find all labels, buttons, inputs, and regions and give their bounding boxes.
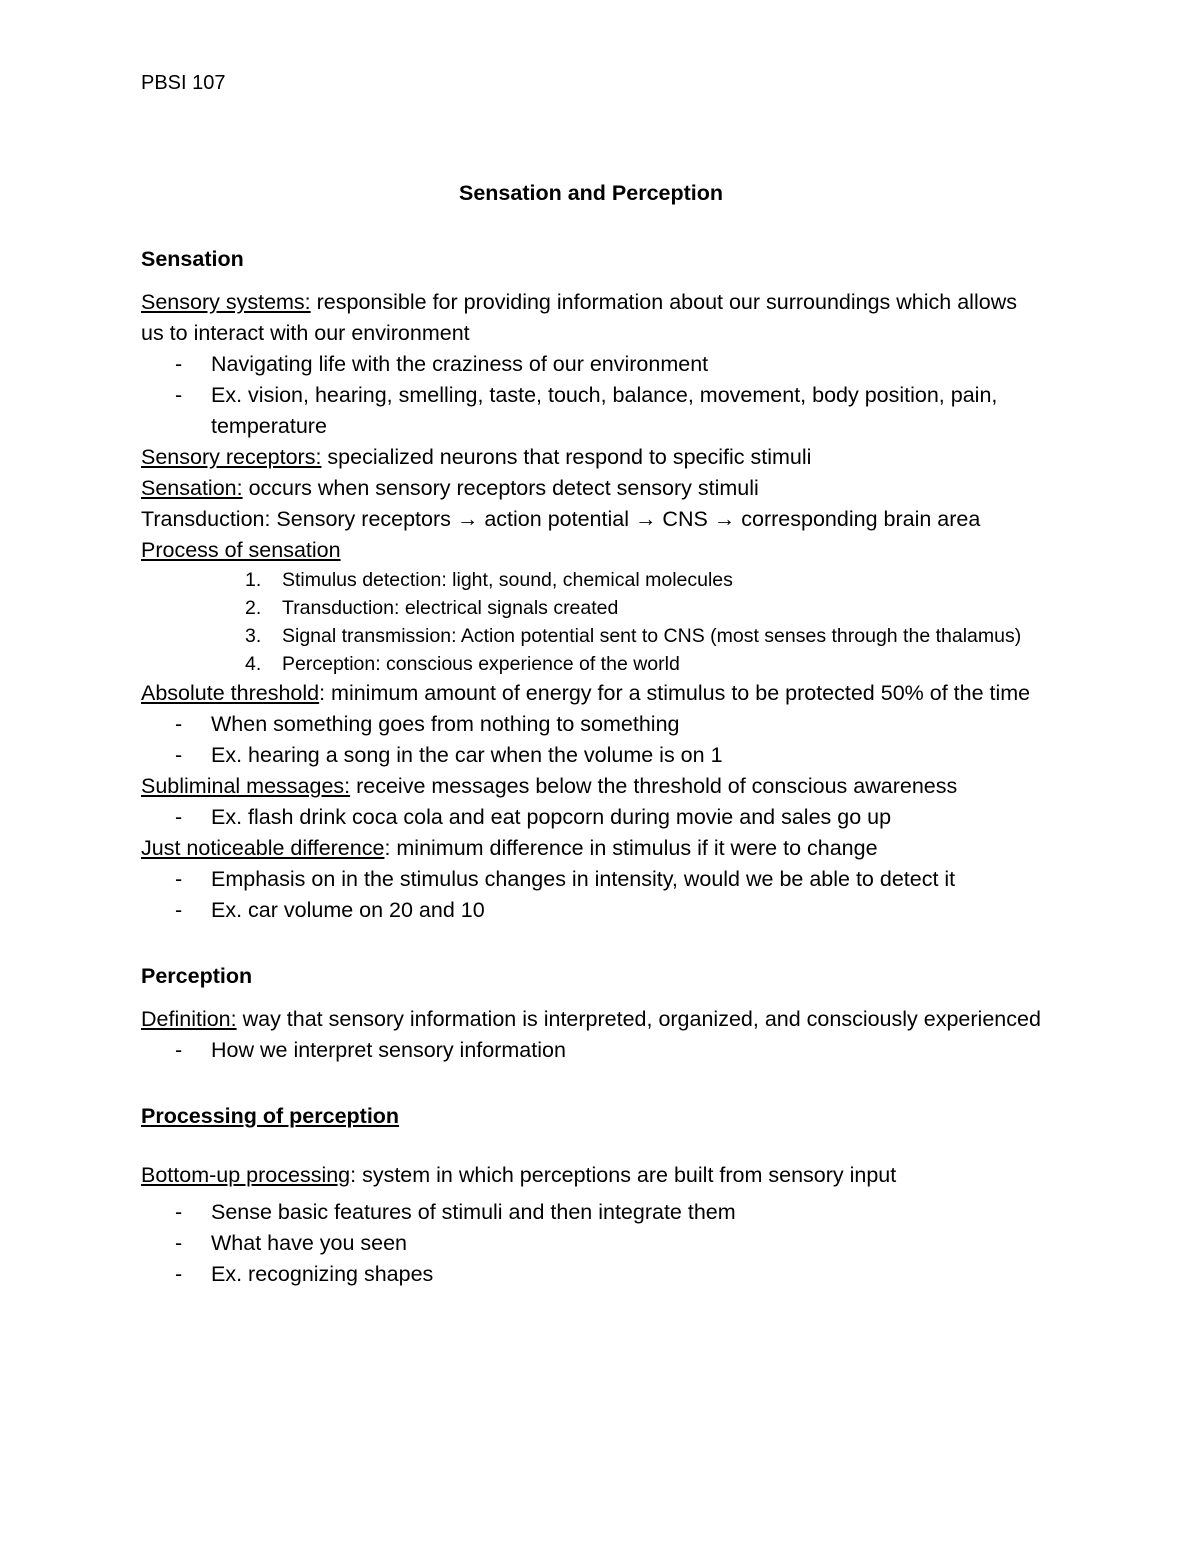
bullet-text: Ex. recognizing shapes	[211, 1262, 434, 1286]
bullet-text: Ex. car volume on 20 and 10	[211, 898, 485, 922]
document-title: Sensation and Perception	[458, 181, 724, 205]
definition-text: receive messages below the threshold of conscious awareness	[350, 774, 958, 798]
bullet-text: Ex. flash drink coca cola and eat popcorn during movie and sales go up	[211, 805, 892, 829]
bullet-item	[141, 740, 1041, 771]
bullet-text: Navigating life with the craziness of our environment	[211, 352, 709, 376]
bullet-list	[141, 709, 1041, 771]
item-text: Perception: conscious experience of the world	[282, 653, 680, 675]
definition-text: : system in which perceptions are built from sensory input	[350, 1163, 897, 1187]
bullet-dash: -	[175, 1038, 183, 1062]
item-number: 3.	[245, 625, 262, 647]
paragraph-absolute-threshold	[141, 678, 1041, 709]
section-heading-perception: Perception	[141, 964, 253, 988]
bullet-dash: -	[175, 805, 183, 829]
numbered-item	[141, 566, 1041, 594]
term-definition: Definition:	[141, 1007, 237, 1031]
course-header: PBSI 107	[141, 72, 226, 94]
paragraph-sensory-receptors	[141, 442, 1041, 473]
bullet-item	[141, 1197, 1041, 1228]
bullet-dash: -	[175, 867, 183, 891]
term-sensory-systems: Sensory systems:	[141, 290, 311, 314]
paragraph-subliminal-messages	[141, 771, 1041, 802]
item-text: Stimulus detection: light, sound, chemical molecules	[282, 569, 733, 591]
document-body	[141, 178, 1041, 1290]
bullet-text: Ex. vision, hearing, smelling, taste, touch, balance, movement, body position, pain, temperature	[211, 383, 998, 438]
bullet-item	[141, 349, 1041, 380]
term-bottom-up-processing: Bottom-up processing	[141, 1163, 351, 1187]
definition-text: : minimum difference in stimulus if it were to change	[384, 836, 878, 860]
bullet-dash: -	[175, 1262, 183, 1286]
paragraph-perception-definition	[141, 1004, 1041, 1035]
numbered-item	[141, 622, 1041, 650]
definition-text: responsible for providing information about our surroundings which allows us to interact with our environment	[141, 290, 1017, 345]
paragraph-transduction: Transduction: Sensory receptors → action potential → CNS → corresponding brain area	[141, 507, 981, 531]
bullet-item	[141, 380, 1041, 442]
bullet-dash: -	[175, 352, 183, 376]
bullet-text: What have you seen	[211, 1231, 408, 1255]
term-absolute-threshold: Absolute threshold	[141, 681, 320, 705]
spacer	[141, 926, 1041, 961]
bullet-list	[141, 802, 1041, 833]
bullet-dash: -	[175, 1200, 183, 1224]
bullet-list	[141, 1035, 1041, 1066]
bullet-dash: -	[175, 898, 183, 922]
bullet-item	[141, 895, 1041, 926]
bullet-item	[141, 1035, 1041, 1066]
bullet-item	[141, 709, 1041, 740]
definition-text: : minimum amount of energy for a stimulus to be protected 50% of the time	[319, 681, 1031, 705]
item-number: 4.	[245, 653, 262, 675]
bullet-text: Sense basic features of stimuli and then integrate them	[211, 1200, 736, 1224]
item-text: Signal transmission: Action potential sent to CNS (most senses through the thalamus)	[282, 625, 1022, 647]
bullet-text: How we interpret sensory information	[211, 1038, 566, 1062]
bullet-list	[141, 864, 1041, 926]
paragraph-just-noticeable-difference	[141, 833, 1041, 864]
numbered-item	[141, 650, 1041, 678]
section-heading-sensation: Sensation	[141, 247, 244, 271]
bullet-text: Emphasis on in the stimulus changes in intensity, would we be able to detect it	[211, 867, 956, 891]
term-just-noticeable-difference: Just noticeable difference	[141, 836, 385, 860]
paragraph-bottom-up-processing	[141, 1160, 1041, 1191]
bullet-text: Ex. hearing a song in the car when the volume is on 1	[211, 743, 723, 767]
numbered-item	[141, 594, 1041, 622]
bullet-item	[141, 1259, 1041, 1290]
bullet-list	[141, 349, 1041, 442]
bullet-dash: -	[175, 712, 183, 736]
bullet-dash: -	[175, 383, 183, 407]
term-subliminal-messages: Subliminal messages:	[141, 774, 351, 798]
bullet-item	[141, 864, 1041, 895]
spacer	[141, 1144, 1041, 1160]
bullet-item	[141, 1228, 1041, 1259]
item-text: Transduction: electrical signals created	[282, 597, 619, 619]
bullet-dash: -	[175, 743, 183, 767]
bullet-text: When something goes from nothing to something	[211, 712, 680, 736]
paragraph-sensory-systems	[141, 287, 1041, 349]
term-sensation: Sensation:	[141, 476, 243, 500]
bullet-list	[141, 1197, 1041, 1290]
numbered-list	[141, 566, 1041, 678]
term-sensory-receptors: Sensory receptors:	[141, 445, 322, 469]
bullet-dash: -	[175, 1231, 183, 1255]
definition-text: way that sensory information is interpreted, organized, and consciously experienced	[236, 1007, 1041, 1031]
definition-text: specialized neurons that respond to specific stimuli	[321, 445, 812, 469]
item-number: 1.	[245, 569, 262, 591]
term-process-of-sensation: Process of sensation	[141, 538, 341, 562]
paragraph-process-of-sensation	[141, 535, 1041, 566]
spacer	[141, 1066, 1041, 1101]
item-number: 2.	[245, 597, 262, 619]
section-heading-processing-of-perception: Processing of perception	[141, 1104, 400, 1128]
definition-text: occurs when sensory receptors detect sensory stimuli	[242, 476, 759, 500]
paragraph-sensation-definition	[141, 473, 1041, 504]
bullet-item	[141, 802, 1041, 833]
